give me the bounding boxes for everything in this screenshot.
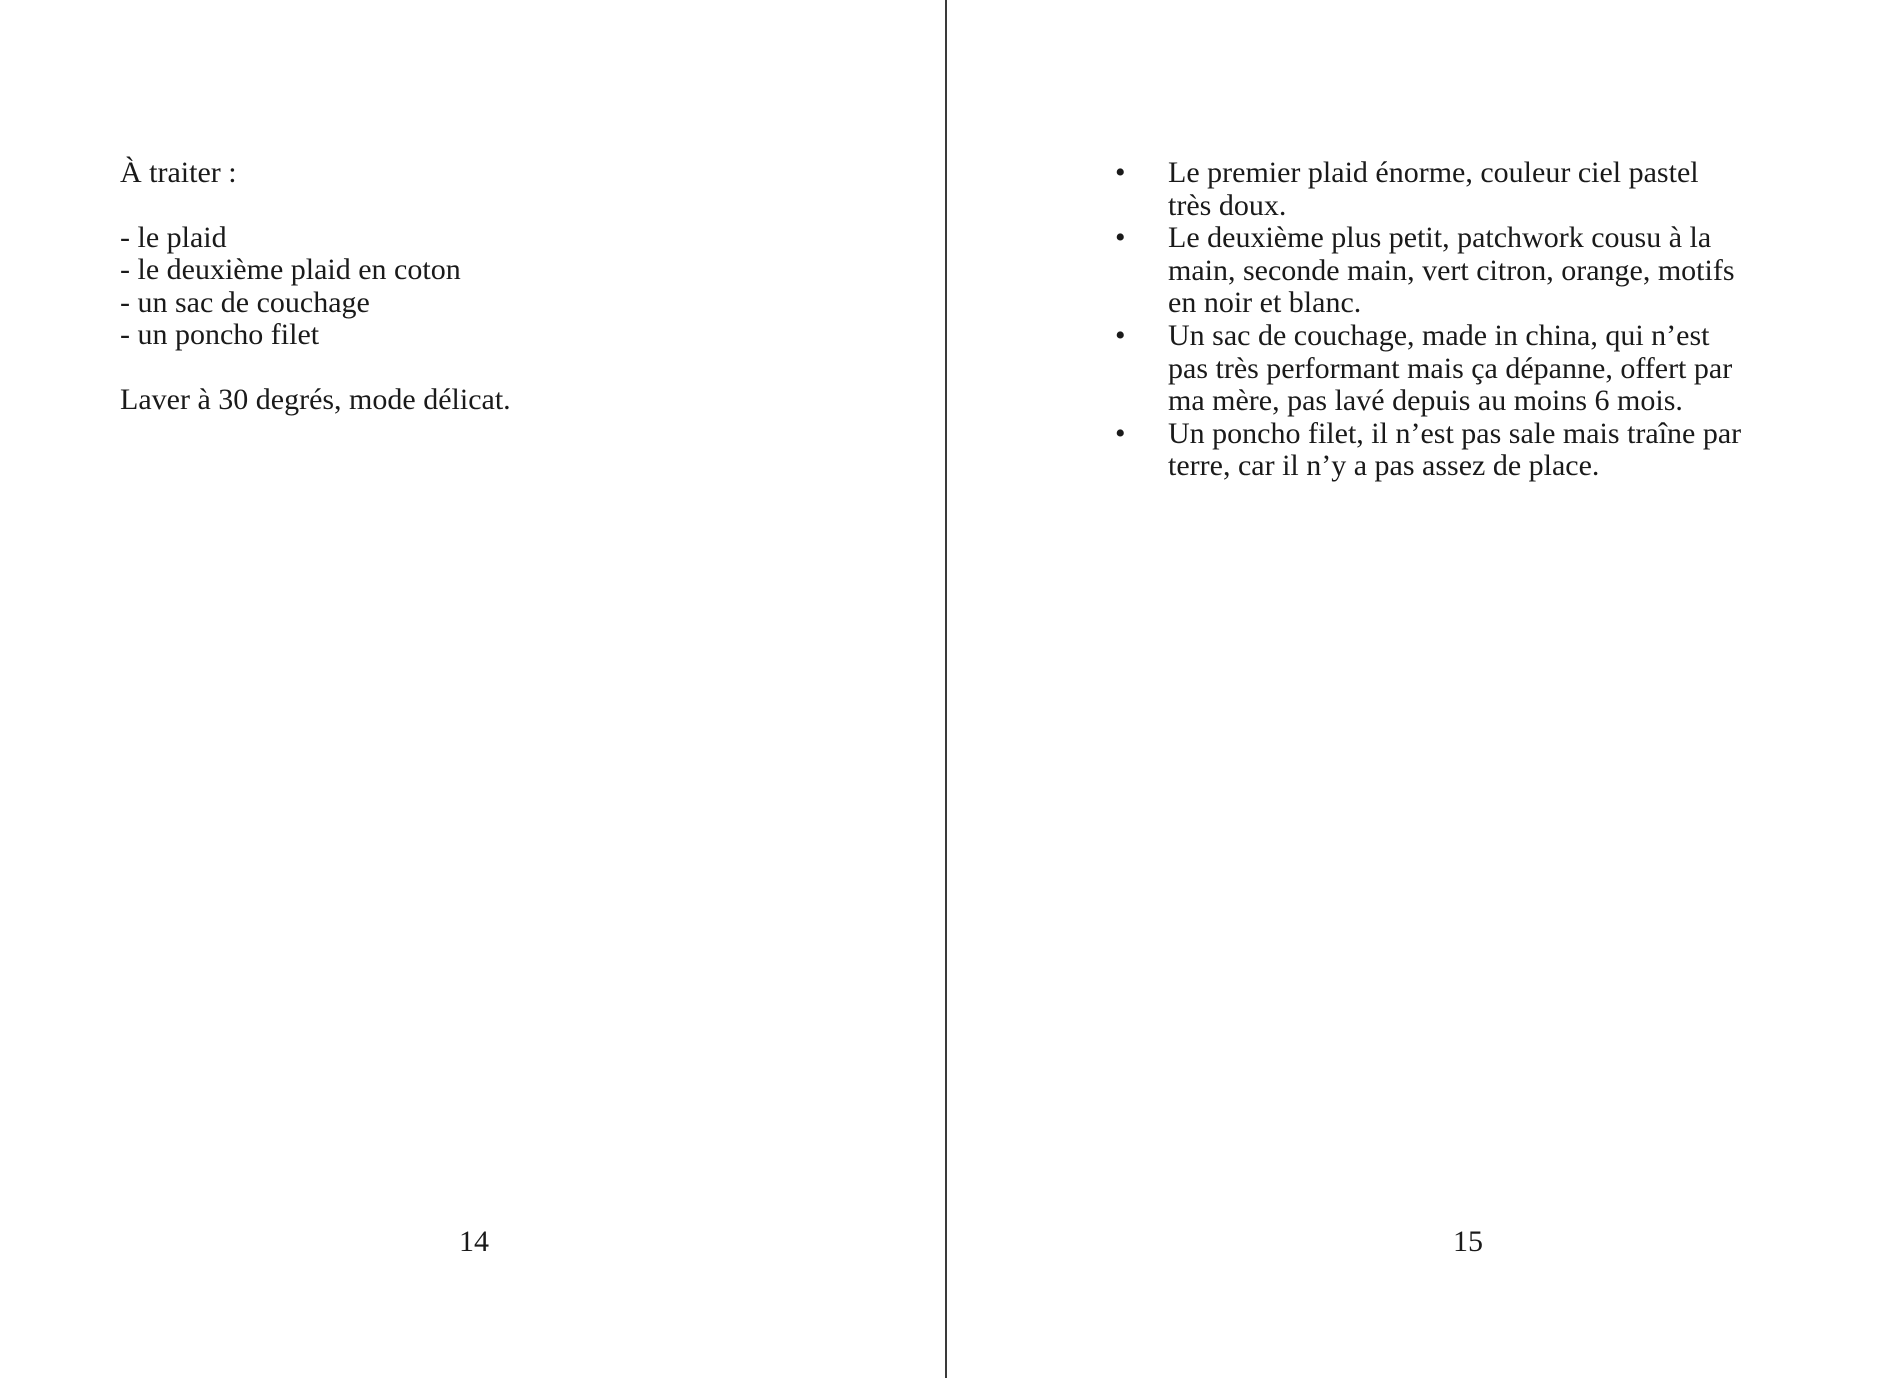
todo-item: - un poncho filet: [120, 318, 320, 352]
todo-item: - le deuxième plaid en coton: [120, 253, 461, 287]
washing-instruction: Laver à 30 degrés, mode délicat.: [120, 382, 511, 416]
right-page: [948, 0, 1890, 1378]
bullet-line: pas très performant mais ça dépanne, offert par: [1168, 351, 1733, 385]
page-number-right: 15: [1453, 1225, 1483, 1258]
bullet-line: Le premier plaid énorme, couleur ciel pastel: [1168, 156, 1699, 189]
bullet-icon: •: [1115, 156, 1126, 189]
bullet-icon: •: [1115, 416, 1126, 450]
bullet-item-plaid: [948, 157, 1768, 222]
todo-heading: À traiter :: [120, 156, 237, 189]
bullet-line: Un sac de couchage, made in china, qui n’est: [1168, 318, 1710, 352]
bullet-line: terre, car il n’y a pas assez de place.: [1168, 449, 1600, 483]
left-page-body: [120, 157, 511, 449]
right-page-body: [948, 157, 1890, 483]
page-number-left: 14: [459, 1225, 489, 1258]
bullet-line: en noir et blanc.: [1168, 286, 1362, 320]
bullet-icon: •: [1115, 318, 1126, 352]
bullet-line: Un poncho filet, il n’est pas sale mais traîne par: [1168, 416, 1742, 450]
bullet-icon: •: [1115, 221, 1126, 255]
bullet-line: main, seconde main, vert citron, orange, motifs: [1168, 253, 1735, 287]
todo-item: - un sac de couchage: [120, 285, 370, 319]
bullet-line: ma mère, pas lavé depuis au moins 6 mois.: [1168, 384, 1683, 418]
bullet-item-sleeping-bag: [948, 320, 1768, 418]
bullet-item-patchwork: [948, 222, 1768, 320]
bullet-item-poncho: [948, 418, 1768, 483]
todo-item: - le plaid: [120, 220, 227, 254]
page-gutter-divider: [945, 0, 947, 1378]
bullet-line: très doux.: [1168, 188, 1287, 222]
item-description-list: [948, 157, 1890, 483]
todo-list: [120, 222, 511, 352]
bullet-line: Le deuxième plus petit, patchwork cousu à la: [1168, 221, 1712, 255]
